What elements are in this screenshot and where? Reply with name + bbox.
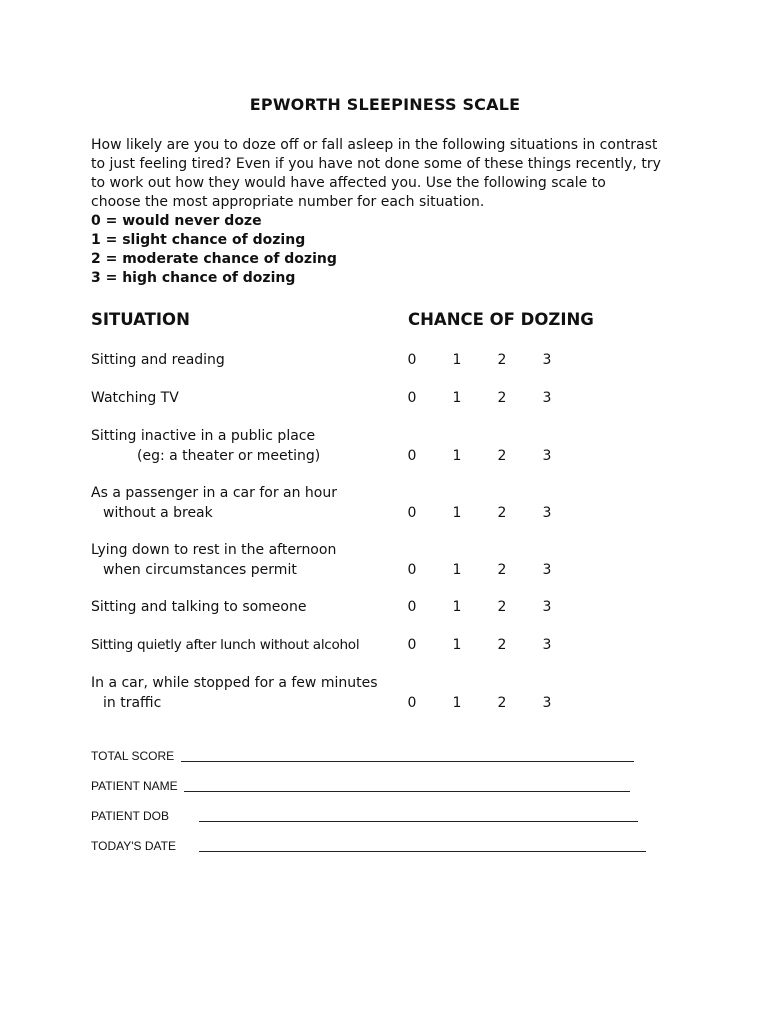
option-3[interactable]: 3	[542, 352, 552, 368]
situation-text: Sitting and talking to someone	[91, 599, 307, 615]
instructions	[91, 136, 691, 288]
option-2[interactable]: 2	[497, 695, 507, 711]
option-2[interactable]: 2	[497, 599, 507, 615]
total-score-label: TOTAL SCORE	[91, 749, 175, 763]
option-2[interactable]: 2	[497, 352, 507, 368]
situation-label	[91, 350, 411, 370]
patient-dob-line[interactable]	[199, 821, 638, 822]
option-0[interactable]: 0	[407, 448, 417, 464]
option-1[interactable]: 1	[452, 505, 462, 521]
situation-text-cont: when circumstances permit	[103, 562, 297, 578]
option-1[interactable]: 1	[452, 448, 462, 464]
option-1[interactable]: 1	[452, 695, 462, 711]
option-2[interactable]: 2	[497, 637, 507, 653]
option-2[interactable]: 2	[497, 505, 507, 521]
option-3[interactable]: 3	[542, 505, 552, 521]
option-0[interactable]: 0	[407, 637, 417, 653]
scale-item-0: 0 = would never doze	[91, 213, 262, 229]
patient-dob-label: PATIENT DOB	[91, 809, 170, 823]
option-0[interactable]: 0	[407, 352, 417, 368]
situation-label	[91, 540, 411, 580]
option-2[interactable]: 2	[497, 390, 507, 406]
option-3[interactable]: 3	[542, 448, 552, 464]
situation-label	[91, 635, 411, 655]
option-1[interactable]: 1	[452, 390, 462, 406]
situation-text: In a car, while stopped for a few minutes	[91, 675, 378, 691]
situation-text: Lying down to rest in the afternoon	[91, 542, 337, 558]
todays-date-line[interactable]	[199, 851, 646, 852]
option-0[interactable]: 0	[407, 599, 417, 615]
situation-label	[91, 597, 411, 617]
situation-text-cont: without a break	[103, 505, 213, 521]
situation-text: Sitting and reading	[91, 352, 225, 368]
situation-text: Sitting inactive in a public place	[91, 428, 316, 444]
option-0[interactable]: 0	[407, 505, 417, 521]
patient-name-label: PATIENT NAME	[91, 779, 178, 793]
option-0[interactable]: 0	[407, 695, 417, 711]
instructions-line: How likely are you to doze off or fall asleep in the following situations in contrast	[91, 137, 658, 153]
option-3[interactable]: 3	[542, 637, 552, 653]
option-1[interactable]: 1	[452, 562, 462, 578]
scale-item-2: 2 = moderate chance of dozing	[91, 251, 337, 267]
option-1[interactable]: 1	[452, 352, 462, 368]
situation-text: Watching TV	[91, 390, 179, 406]
option-3[interactable]: 3	[542, 562, 552, 578]
total-score-line[interactable]	[181, 761, 634, 762]
option-0[interactable]: 0	[407, 562, 417, 578]
situation-text-cont: in traffic	[103, 695, 162, 711]
option-3[interactable]: 3	[542, 599, 552, 615]
option-2[interactable]: 2	[497, 562, 507, 578]
patient-name-line[interactable]	[184, 791, 630, 792]
scale-item-1: 1 = slight chance of dozing	[91, 232, 306, 248]
option-3[interactable]: 3	[542, 695, 552, 711]
option-2[interactable]: 2	[497, 448, 507, 464]
instructions-line: to work out how they would have affected you. Use the following scale to	[91, 175, 606, 191]
situation-label	[91, 673, 411, 713]
option-3[interactable]: 3	[542, 390, 552, 406]
situation-text: Sitting quietly after lunch without alcohol	[91, 637, 360, 653]
situation-header: SITUATION	[91, 310, 190, 329]
situation-label	[91, 426, 411, 466]
instructions-line: to just feeling tired? Even if you have not done some of these things recently, try	[91, 156, 661, 172]
option-0[interactable]: 0	[407, 390, 417, 406]
situation-label	[91, 483, 411, 523]
chance-header: CHANCE OF DOZING	[408, 310, 594, 329]
scale-item-3: 3 = high chance of dozing	[91, 270, 296, 286]
todays-date-label: TODAY'S DATE	[91, 839, 176, 853]
situation-text-cont: (eg: a theater or meeting)	[137, 448, 321, 464]
situation-text: As a passenger in a car for an hour	[91, 485, 337, 501]
page-title: EPWORTH SLEEPINESS SCALE	[249, 95, 521, 114]
situation-label	[91, 388, 411, 408]
option-1[interactable]: 1	[452, 599, 462, 615]
instructions-line: choose the most appropriate number for each situation.	[91, 194, 485, 210]
option-1[interactable]: 1	[452, 637, 462, 653]
